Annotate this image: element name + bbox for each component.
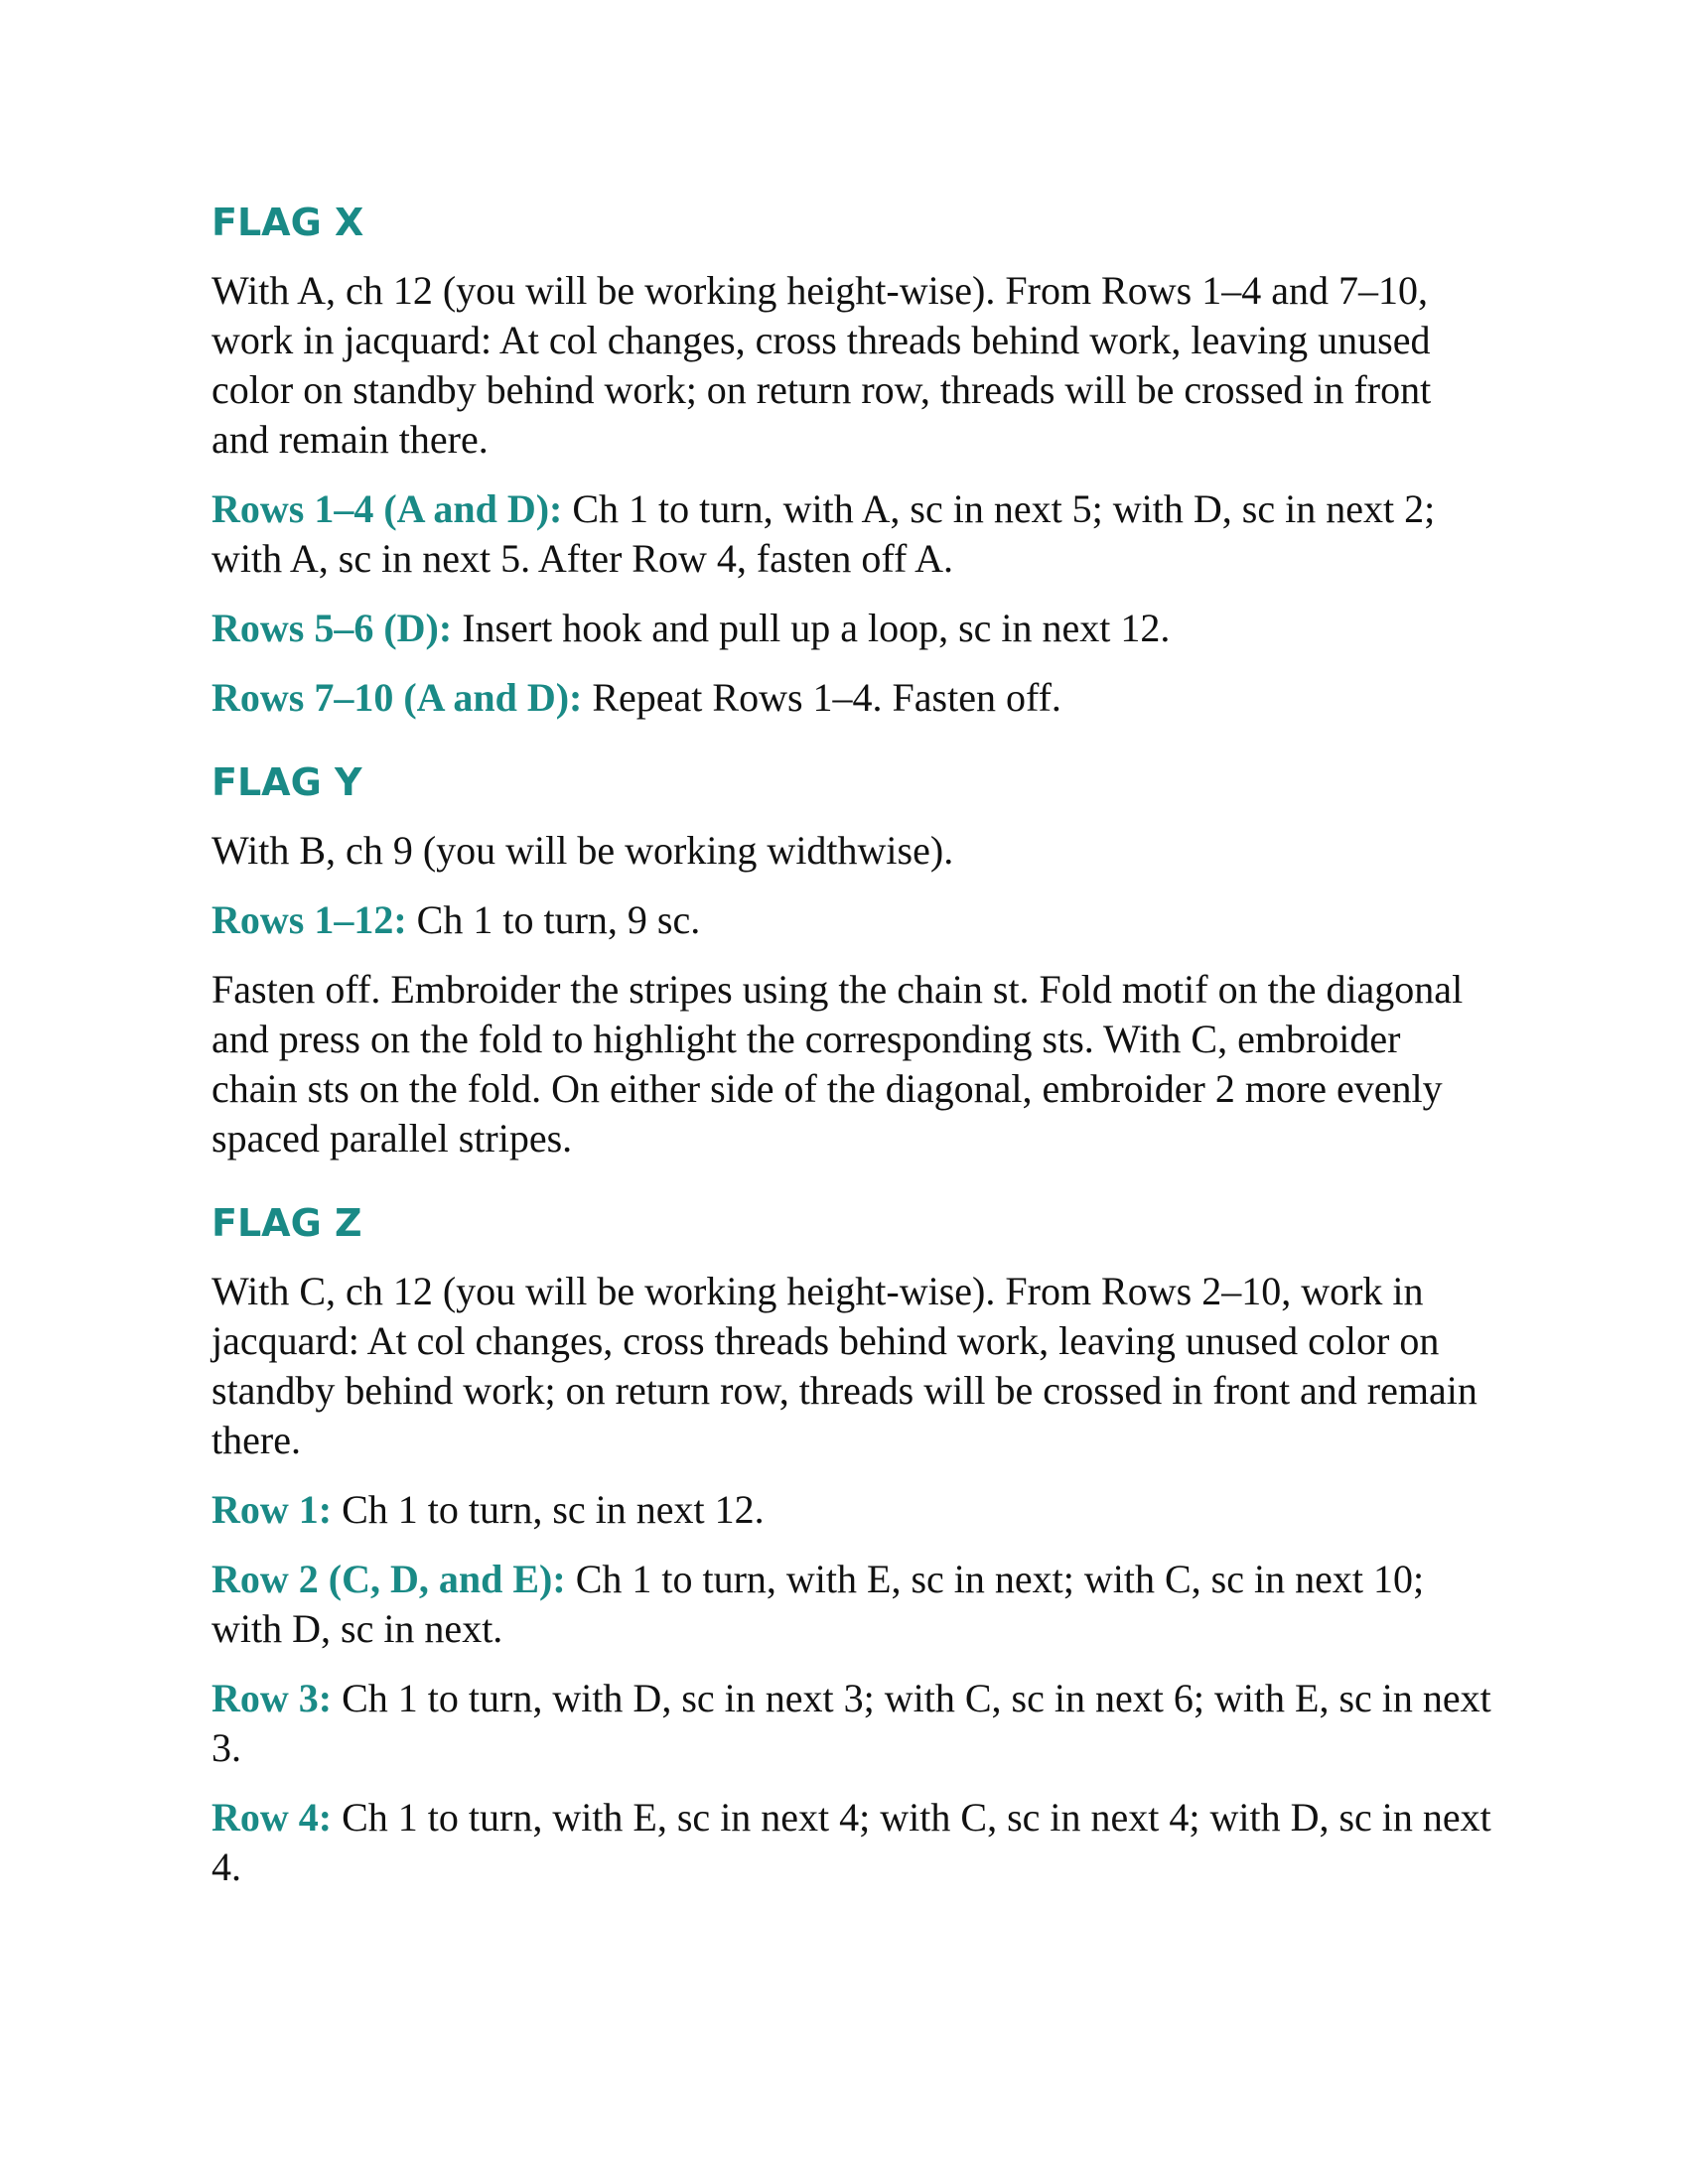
document-page [211,199,1492,1928]
section-flag-x [211,199,1492,723]
row-label: Rows 7–10 (A and D): [211,675,583,720]
paragraph [211,1555,1492,1654]
paragraph-text: Ch 1 to turn, sc in next 12. [332,1487,765,1532]
paragraph [211,1674,1492,1773]
paragraph [211,826,1492,876]
paragraph-text: Ch 1 to turn, with E, sc in next 4; with C, sc in next 4; with D, sc in next 4. [211,1795,1491,1889]
paragraph [211,484,1492,584]
paragraph [211,1485,1492,1535]
row-label: Rows 5–6 (D): [211,606,453,650]
paragraph-text: With B, ch 9 (you will be working widthwise). [211,828,954,873]
paragraph [211,895,1492,945]
row-label: Row 4: [211,1795,333,1840]
row-label: Rows 1–4 (A and D): [211,486,563,531]
section-flag-y [211,758,1492,1163]
paragraph [211,673,1492,723]
row-label: Rows 1–12: [211,897,407,942]
paragraph-text: With A, ch 12 (you will be working height-wise). From Rows 1–4 and 7–10, work in jacquard: At col changes, cross threads behind work, leaving unused color on standby behind work; on return row, threads will be crossed in front and remain there. [211,268,1432,462]
paragraph-text: Repeat Rows 1–4. Fasten off. [582,675,1061,720]
section-heading: FLAG X [211,201,364,244]
section-heading: FLAG Y [211,760,362,804]
paragraph-text: With C, ch 12 (you will be working height-wise). From Rows 2–10, work in jacquard: At col changes, cross threads behind work, leaving unused color on standby behind work; on return row, threads will be crossed in front and remain there. [211,1269,1477,1462]
paragraph-text: Ch 1 to turn, 9 sc. [406,897,701,942]
row-label: Row 3: [211,1676,333,1720]
paragraph-text: Ch 1 to turn, with A, sc in next 5; with D, sc in next 2; with A, sc in next 5. After Row 4, fasten off A. [211,486,1436,581]
paragraph-text: Fasten off. Embroider the stripes using the chain st. Fold motif on the diagonal and press on the fold to highlight the corresponding sts. With C, embroider chain sts on the fold. On either side of the diagonal, embroider 2 more evenly spaced parallel stripes. [211,967,1464,1160]
section-flag-z [211,1199,1492,1892]
paragraph [211,965,1492,1163]
paragraph [211,266,1492,465]
row-label: Row 2 (C, D, and E): [211,1557,566,1601]
section-heading: FLAG Z [211,1201,362,1245]
paragraph [211,1267,1492,1465]
row-label: Row 1: [211,1487,333,1532]
paragraph [211,604,1492,653]
paragraph-text: Ch 1 to turn, with D, sc in next 3; with C, sc in next 6; with E, sc in next 3. [211,1676,1491,1770]
paragraph-text: Insert hook and pull up a loop, sc in next 12. [452,606,1171,650]
paragraph [211,1793,1492,1892]
paragraph-text: Ch 1 to turn, with E, sc in next; with C, sc in next 10; with D, sc in next. [211,1557,1425,1651]
